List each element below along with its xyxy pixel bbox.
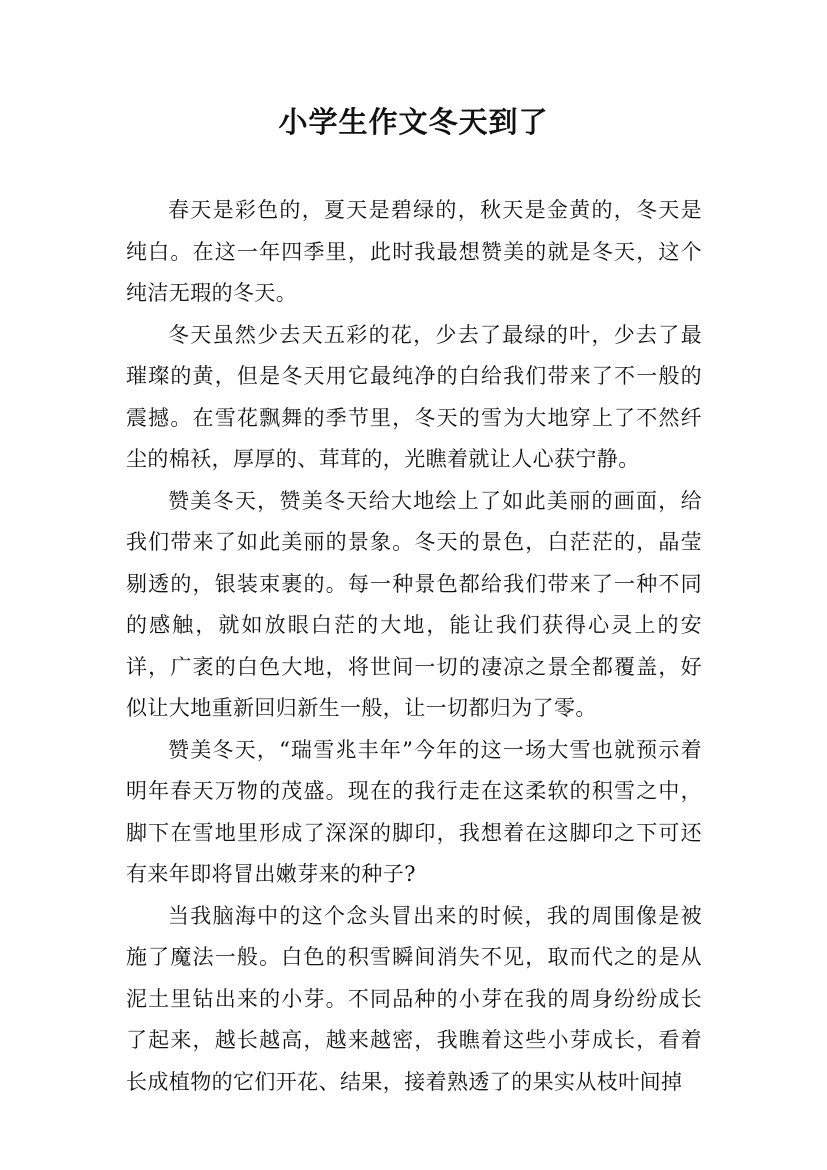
paragraph-1: 春天是彩色的，夏天是碧绿的，秋天是金黄的，冬天是纯白。在这一年四季里，此时我最想赞美的就是冬天，这个纯洁无瑕的冬天。 [126, 198, 702, 305]
paragraph-4: 赞美冬天，“瑞雪兆丰年”今年的这一场大雪也就预示着明年春天万物的茂盛。现在的我行走在这柔软的积雪之中，脚下在雪地里形成了深深的脚印，我想着在这脚印之下可还有来年即将冒出嫩芽来的种子? [126, 737, 702, 886]
paragraph-5: 当我脑海中的这个念头冒出来的时候，我的周围像是被施了魔法一般。白色的积雪瞬间消失不见，取而代之的是从泥土里钻出来的小芽。不同品种的小芽在我的周身纷纷成长了起来，越长越高，越来越密，我瞧着这些小芽成长，看着长成植物的它们开花、结果，接着熟透了的果实从枝叶间掉 [126, 903, 702, 1094]
document-title: 小学生作文冬天到了 [278, 105, 549, 139]
paragraph-3: 赞美冬天，赞美冬天给大地绘上了如此美丽的画面，给我们带来了如此美丽的景象。冬天的景色，白茫茫的，晶莹剔透的，银装束裹的。每一种景色都给我们带来了一种不同的感触，就如放眼白茫的大地，能让我们获得心灵上的安详，广袤的白色大地，将世间一切的凄凉之景全都覆盖，好似让大地重新回归新生一般，让一切都归为了零。 [126, 488, 702, 720]
paragraph-2: 冬天虽然少去天五彩的花，少去了最绿的叶，少去了最璀璨的黄，但是冬天用它最纯净的白给我们带来了不一般的震撼。在雪花飘舞的季节里，冬天的雪为大地穿上了不然纤尘的棉袄，厚厚的、茸茸的，光瞧着就让人心获宁静。 [126, 322, 702, 471]
document-body [126, 190, 702, 1103]
